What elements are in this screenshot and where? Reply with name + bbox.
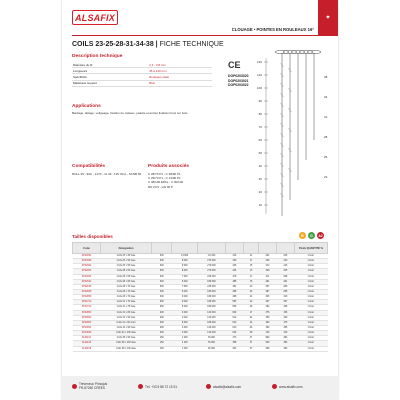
compat-text: ROLL 35 - 90C - 1470 - 11.45 - 19V 83 A - SCNB 65 bbox=[72, 172, 142, 176]
table-cell: 357 bbox=[259, 284, 277, 289]
table-cell: 17 bbox=[243, 310, 258, 315]
table-cell: 6 000 bbox=[172, 300, 198, 305]
table-cell: Coils 38 x 130 lisse bbox=[101, 346, 152, 351]
table-cell: 300 bbox=[152, 289, 172, 294]
table-row: Spécificité Rouleaux plats bbox=[72, 74, 212, 80]
table-cell: 1 boul. bbox=[294, 264, 327, 269]
table-cell: 439 bbox=[225, 259, 243, 264]
table-cell: SP23006 bbox=[73, 331, 101, 336]
table-cell: 398 bbox=[225, 341, 243, 346]
table-cell: 225 000 bbox=[197, 284, 225, 289]
table-cell: 180 000 bbox=[197, 295, 225, 300]
table-cell: 200 bbox=[152, 315, 172, 320]
location-icon bbox=[72, 384, 77, 389]
table-row bbox=[73, 346, 328, 351]
table-cell: 1 boul. bbox=[294, 315, 327, 320]
tick-label: 10 bbox=[258, 203, 262, 207]
table-header-row bbox=[73, 243, 328, 254]
table-cell: 565 bbox=[225, 300, 243, 305]
table-cell: 330 bbox=[276, 315, 294, 320]
table-cell: 120 000 bbox=[197, 331, 225, 336]
table-cell: 6 000 bbox=[172, 320, 198, 325]
table-cell: 4 000 bbox=[172, 310, 198, 315]
table-cell: 367 bbox=[259, 300, 277, 305]
table-cell: 488 bbox=[225, 279, 243, 284]
table-cell: 892 bbox=[259, 336, 277, 341]
table-cell: 36 000 bbox=[197, 346, 225, 351]
table-cell: 36 000 bbox=[197, 336, 225, 341]
table-cell: 1 boul. bbox=[294, 279, 327, 284]
header-divider bbox=[72, 35, 338, 36]
table-cell: 415 bbox=[259, 331, 277, 336]
table-cell: 200 bbox=[152, 320, 172, 325]
table-cell: SL90105 bbox=[73, 346, 101, 351]
table-cell: 15 bbox=[243, 279, 258, 284]
table-cell: 150 bbox=[152, 336, 172, 341]
table-cell: 416 bbox=[225, 254, 243, 259]
table-cell: 120 000 bbox=[197, 315, 225, 320]
dop-references: DOP0203020 DOP0203021 DOP0203022 bbox=[228, 74, 249, 88]
table-cell: 200 bbox=[152, 325, 172, 330]
table-cell: SL90103 bbox=[73, 341, 101, 346]
applications-text: Bardage, lattage, voligeage, fixation de caisses, palette et autres fixations bois sur bois bbox=[72, 111, 188, 115]
table-cell: 180 000 bbox=[197, 305, 225, 310]
table-cell: 385 bbox=[276, 325, 294, 330]
table-cell: SP22861 bbox=[73, 254, 101, 259]
table-cell: SP22713 bbox=[73, 305, 101, 310]
table-cell: 23 bbox=[243, 289, 258, 294]
footer-phone: Tél. +33 5 88 72 15 51 bbox=[138, 384, 177, 389]
table-cell: 336 bbox=[276, 310, 294, 315]
table-cell: 245 bbox=[276, 254, 294, 259]
table-cell: 261 bbox=[276, 279, 294, 284]
badge-b: B bbox=[299, 232, 306, 239]
table-cell: 445 bbox=[225, 264, 243, 269]
table-cell: 1 boul. bbox=[294, 336, 327, 341]
table-cell: 37 bbox=[243, 346, 258, 351]
table-cell: 609 bbox=[225, 310, 243, 315]
table-cell: 300 bbox=[152, 274, 172, 279]
table-cell: 393 bbox=[276, 336, 294, 341]
table-cell: 4 000 bbox=[172, 325, 198, 330]
table-cell: 120 000 bbox=[197, 310, 225, 315]
table-cell: 250 bbox=[152, 305, 172, 310]
diagram-ticks bbox=[257, 58, 328, 214]
technical-sheet bbox=[62, 0, 338, 400]
table-cell: 1 200 bbox=[172, 341, 198, 346]
table-cell: Coils 31 x 90 lisse bbox=[101, 315, 152, 320]
table-cell: 345 bbox=[259, 295, 277, 300]
table-cell: Coils 28 x 70 lisse bbox=[101, 284, 152, 289]
tick-label: 130 bbox=[256, 60, 262, 64]
table-cell: 13 bbox=[243, 269, 258, 274]
table-cell: Coils 31 x 70 lisse bbox=[101, 300, 152, 305]
table-cell: 393 bbox=[276, 341, 294, 346]
footer-website[interactable]: www.alsafix.com bbox=[272, 384, 303, 389]
column-header: Poids QUANTITÉ % bbox=[294, 243, 327, 254]
table-cell: 9 000 bbox=[172, 259, 198, 264]
table-cell: 300 bbox=[152, 264, 172, 269]
finish-badges bbox=[299, 232, 324, 239]
table-cell: 612 bbox=[225, 315, 243, 320]
table-cell: 11 bbox=[243, 254, 258, 259]
table-cell: 200 bbox=[152, 310, 172, 315]
table-cell: Coils 31 x 80 lisse bbox=[101, 310, 152, 315]
table-cell: 488 bbox=[225, 289, 243, 294]
column-header bbox=[152, 243, 172, 254]
table-cell: 1 boul. bbox=[294, 310, 327, 315]
table-cell: 180 000 bbox=[197, 300, 225, 305]
tick-label: 40 bbox=[258, 164, 262, 168]
table-cell: Coils 25 x 45 lisse bbox=[101, 254, 152, 259]
table-cell: Coils 31 x 90 crant bbox=[101, 320, 152, 325]
table-cell: 1 boul. bbox=[294, 300, 327, 305]
table-cell: 245 bbox=[276, 269, 294, 274]
table-cell: SP22603 bbox=[73, 269, 101, 274]
table-cell: 367 bbox=[276, 300, 294, 305]
tick-label: 31 bbox=[324, 115, 328, 119]
table-cell: SP22710 bbox=[73, 300, 101, 305]
table-cell: 1 boul. bbox=[294, 305, 327, 310]
table-cell: 7 500 bbox=[172, 274, 198, 279]
table-cell: 373 bbox=[225, 336, 243, 341]
table-cell: 270 000 bbox=[197, 269, 225, 274]
table-cell: 272 bbox=[259, 264, 277, 269]
table-cell: 310 bbox=[276, 295, 294, 300]
table-cell: 6 000 bbox=[172, 289, 198, 294]
column-header: Code bbox=[73, 243, 101, 254]
tick-label: 120 bbox=[256, 73, 262, 77]
table-cell: 23 bbox=[243, 300, 258, 305]
table-cell: SP22902 bbox=[73, 264, 101, 269]
footer-email[interactable]: alsafix@alsafix.com bbox=[206, 384, 241, 389]
table-cell: 1 boul. bbox=[294, 284, 327, 289]
table-cell: 566 bbox=[225, 305, 243, 310]
table-cell: SP23004 bbox=[73, 325, 101, 330]
tick-label: 90 bbox=[258, 99, 262, 103]
table-cell: 300 bbox=[152, 254, 172, 259]
table-cell: 1 boul. bbox=[294, 295, 327, 300]
table-cell: 311 bbox=[259, 274, 277, 279]
table-cell: 1/1 000 bbox=[197, 254, 225, 259]
tick-label: 100 bbox=[256, 86, 262, 90]
table-cell: 13 800 bbox=[172, 254, 198, 259]
applications-heading: Applications bbox=[72, 104, 101, 109]
table-cell: 510 bbox=[225, 320, 243, 325]
table-cell: Coils 28 x 65 lisse bbox=[101, 274, 152, 279]
table-row: Diamètre du fil 2,3 - 3,8 mm bbox=[72, 62, 212, 68]
table-cell: 295 bbox=[276, 289, 294, 294]
table-cell: SP22604 bbox=[73, 274, 101, 279]
table-cell: 300 bbox=[152, 269, 172, 274]
footer-address: Tréveneuc Principal FR-87260 CREES bbox=[72, 382, 130, 390]
table-cell: 17 bbox=[243, 274, 258, 279]
table-cell: 221 bbox=[259, 254, 277, 259]
table-cell: 1 200 bbox=[172, 346, 198, 351]
category-label: CLOUAGE • POINTES EN ROULEAUX 16° bbox=[231, 27, 314, 32]
table-cell: 37 bbox=[243, 341, 258, 346]
tick-label: 60 bbox=[258, 138, 262, 142]
table-cell: 4 000 bbox=[172, 331, 198, 336]
nail-gun-icon: ⌖ bbox=[318, 0, 338, 36]
table-cell: 200 bbox=[152, 331, 172, 336]
table-cell: 300 bbox=[152, 284, 172, 289]
tick-label: 25 bbox=[324, 155, 328, 159]
table-cell: 6 000 bbox=[172, 295, 198, 300]
assoc-list: C 28/70 P1 - C 38/90 P1 C 29/70 P1 - C 13/90 P1 C 38/100 EPAL - C 90/130 RN 23.5 - HN 90 P bbox=[148, 172, 184, 189]
tick-label: 20 bbox=[258, 190, 262, 194]
phone-icon bbox=[138, 384, 143, 389]
table-cell: 300 bbox=[152, 295, 172, 300]
table-cell: 940 bbox=[259, 341, 277, 346]
tick-label: 34 bbox=[324, 95, 328, 99]
badge-g: G bbox=[308, 232, 315, 239]
table-cell: 270 000 bbox=[197, 259, 225, 264]
table-cell: 150 bbox=[152, 346, 172, 351]
table-cell: 7 500 bbox=[172, 284, 198, 289]
table-cell: 610 bbox=[225, 325, 243, 330]
table-cell: Coils 31 x 75 lisse bbox=[101, 305, 152, 310]
table-cell: SP22850 bbox=[73, 295, 101, 300]
table-cell: 20 bbox=[243, 284, 258, 289]
table-cell: 1 200 bbox=[172, 336, 198, 341]
table-cell: 209 bbox=[259, 269, 277, 274]
table-cell: 24 bbox=[243, 315, 258, 320]
table-cell: 1 boul. bbox=[294, 254, 327, 259]
table-cell: 394 bbox=[259, 305, 277, 310]
sizes-heading: Tailles disponibles bbox=[72, 234, 113, 239]
table-cell: 1 boul. bbox=[294, 269, 327, 274]
table-cell: SL90101 bbox=[73, 336, 101, 341]
table-cell: Coils 28 x 60 lisse bbox=[101, 269, 152, 274]
table-cell: 26 bbox=[243, 325, 258, 330]
table-cell: 328 bbox=[276, 305, 294, 310]
table-cell: 392 bbox=[259, 325, 277, 330]
footer bbox=[62, 376, 338, 400]
table-cell: Coils 38 x 100 lisse bbox=[101, 341, 152, 346]
table-cell: SP22803 bbox=[73, 320, 101, 325]
table-cell: 481 bbox=[225, 284, 243, 289]
table-cell: 261 bbox=[259, 279, 277, 284]
tick-label: 38 bbox=[324, 75, 328, 79]
column-header: Désignation bbox=[101, 243, 152, 254]
table-cell: 6 000 bbox=[172, 305, 198, 310]
table-cell: 280 bbox=[276, 284, 294, 289]
table-cell: 17 bbox=[243, 259, 258, 264]
column-header bbox=[172, 243, 198, 254]
table-cell: 415 bbox=[276, 331, 294, 336]
table-cell: 393 bbox=[276, 346, 294, 351]
table-cell: SP22848 bbox=[73, 289, 101, 294]
page-title: COILS 23-25-28-31-34-38 | FICHE TECHNIQUE bbox=[72, 41, 224, 48]
table-cell: 24 bbox=[243, 295, 258, 300]
description-table bbox=[72, 62, 212, 87]
table-cell: 15 bbox=[243, 264, 258, 269]
table-cell: 403 bbox=[225, 346, 243, 351]
ce-mark: CE bbox=[228, 60, 241, 70]
table-cell: 375 bbox=[276, 320, 294, 325]
table-cell: 1 boul. bbox=[294, 341, 327, 346]
tick-label: 28 bbox=[324, 135, 328, 139]
nail-diagram bbox=[252, 48, 328, 226]
table-cell: Coils 28 x 65 lisse bbox=[101, 279, 152, 284]
table-cell: 300 bbox=[152, 259, 172, 264]
table-row: Longueurs 45 à 130 mm bbox=[72, 68, 212, 74]
table-cell: 1 boul. bbox=[294, 331, 327, 336]
table-cell: SP22645 bbox=[73, 284, 101, 289]
globe-icon bbox=[272, 384, 277, 389]
table-cell: 1 boul. bbox=[294, 289, 327, 294]
table-cell: 29 bbox=[243, 305, 258, 310]
table-cell: SP22802 bbox=[73, 315, 101, 320]
column-header bbox=[197, 243, 225, 254]
table-cell: 1 boul. bbox=[294, 320, 327, 325]
table-cell: 1 boul. bbox=[294, 346, 327, 351]
assoc-heading: Produits associés bbox=[148, 164, 190, 169]
table-row: Matériaux support Bois bbox=[72, 80, 212, 86]
table-cell: 392 bbox=[259, 320, 277, 325]
table-cell: 1 boul. bbox=[294, 259, 327, 264]
table-cell: 1 boul. bbox=[294, 274, 327, 279]
table-cell: 246 bbox=[259, 259, 277, 264]
table-cell: 6 000 bbox=[172, 279, 198, 284]
description-heading: Description technique bbox=[72, 54, 123, 59]
table-cell: 446 bbox=[225, 269, 243, 274]
brand-logo: ALSAFIX bbox=[72, 10, 118, 25]
table-cell: 258 bbox=[276, 274, 294, 279]
column-header bbox=[225, 243, 243, 254]
table-cell: 618 bbox=[225, 331, 243, 336]
table-cell: 180 000 bbox=[197, 279, 225, 284]
table-cell: 210 bbox=[276, 259, 294, 264]
table-cell: 36 000 bbox=[197, 341, 225, 346]
table-cell: 9 000 bbox=[172, 269, 198, 274]
table-cell: 387 bbox=[259, 289, 277, 294]
nail-drawings bbox=[275, 50, 321, 216]
sizes-table bbox=[72, 242, 328, 352]
table-cell: SP22969 bbox=[73, 259, 101, 264]
table-cell: 250 bbox=[152, 300, 172, 305]
tick-label: 23 bbox=[324, 175, 328, 179]
column-header bbox=[243, 243, 258, 254]
table-cell: 359 bbox=[259, 315, 277, 320]
column-header bbox=[276, 243, 294, 254]
table-cell: 376 bbox=[259, 310, 277, 315]
tick-label: 50 bbox=[258, 151, 262, 155]
tick-label: 80 bbox=[258, 112, 262, 116]
sizes-table-body bbox=[73, 254, 328, 352]
email-icon bbox=[206, 384, 211, 389]
table-cell: Coils 25 x 50 lisse bbox=[101, 259, 152, 264]
table-cell: SP22800 bbox=[73, 310, 101, 315]
compat-heading: Compatibilités bbox=[72, 164, 106, 169]
table-cell: SP22641 bbox=[73, 279, 101, 284]
table-cell: 9 000 bbox=[172, 264, 198, 269]
table-cell: Coils 28 x 70 lisse bbox=[101, 295, 152, 300]
table-cell: Coils 34 x 100 lisse bbox=[101, 331, 152, 336]
table-cell: 180 000 bbox=[197, 320, 225, 325]
table-cell: 150 bbox=[152, 341, 172, 346]
table-cell: 180 000 bbox=[197, 289, 225, 294]
table-cell: 120 000 bbox=[197, 325, 225, 330]
table-cell: 37 bbox=[243, 336, 258, 341]
table-cell: 23 bbox=[243, 320, 258, 325]
table-cell: 468 bbox=[225, 295, 243, 300]
column-header bbox=[259, 243, 277, 254]
tick-label: 30 bbox=[258, 177, 262, 181]
table-cell: 270 000 bbox=[197, 264, 225, 269]
table-cell: 215 bbox=[276, 264, 294, 269]
table-cell: 478 bbox=[225, 274, 243, 279]
badge-a2: A2 bbox=[318, 233, 323, 238]
table-cell: Coils 28 x 70 lisse bbox=[101, 289, 152, 294]
table-cell: 1 boul. bbox=[294, 325, 327, 330]
table-cell: Coils 25 x 55 lisse bbox=[101, 264, 152, 269]
table-cell: 225 000 bbox=[197, 274, 225, 279]
table-cell: 300 bbox=[152, 279, 172, 284]
tick-label: 70 bbox=[258, 125, 262, 129]
table-cell: Coils 34 x 90 lisse bbox=[101, 325, 152, 330]
table-cell: 38 bbox=[243, 331, 258, 336]
table-cell: Coils 38 x 90 lisse bbox=[101, 336, 152, 341]
table-cell: 4 000 bbox=[172, 315, 198, 320]
table-cell: 905 bbox=[259, 346, 277, 351]
